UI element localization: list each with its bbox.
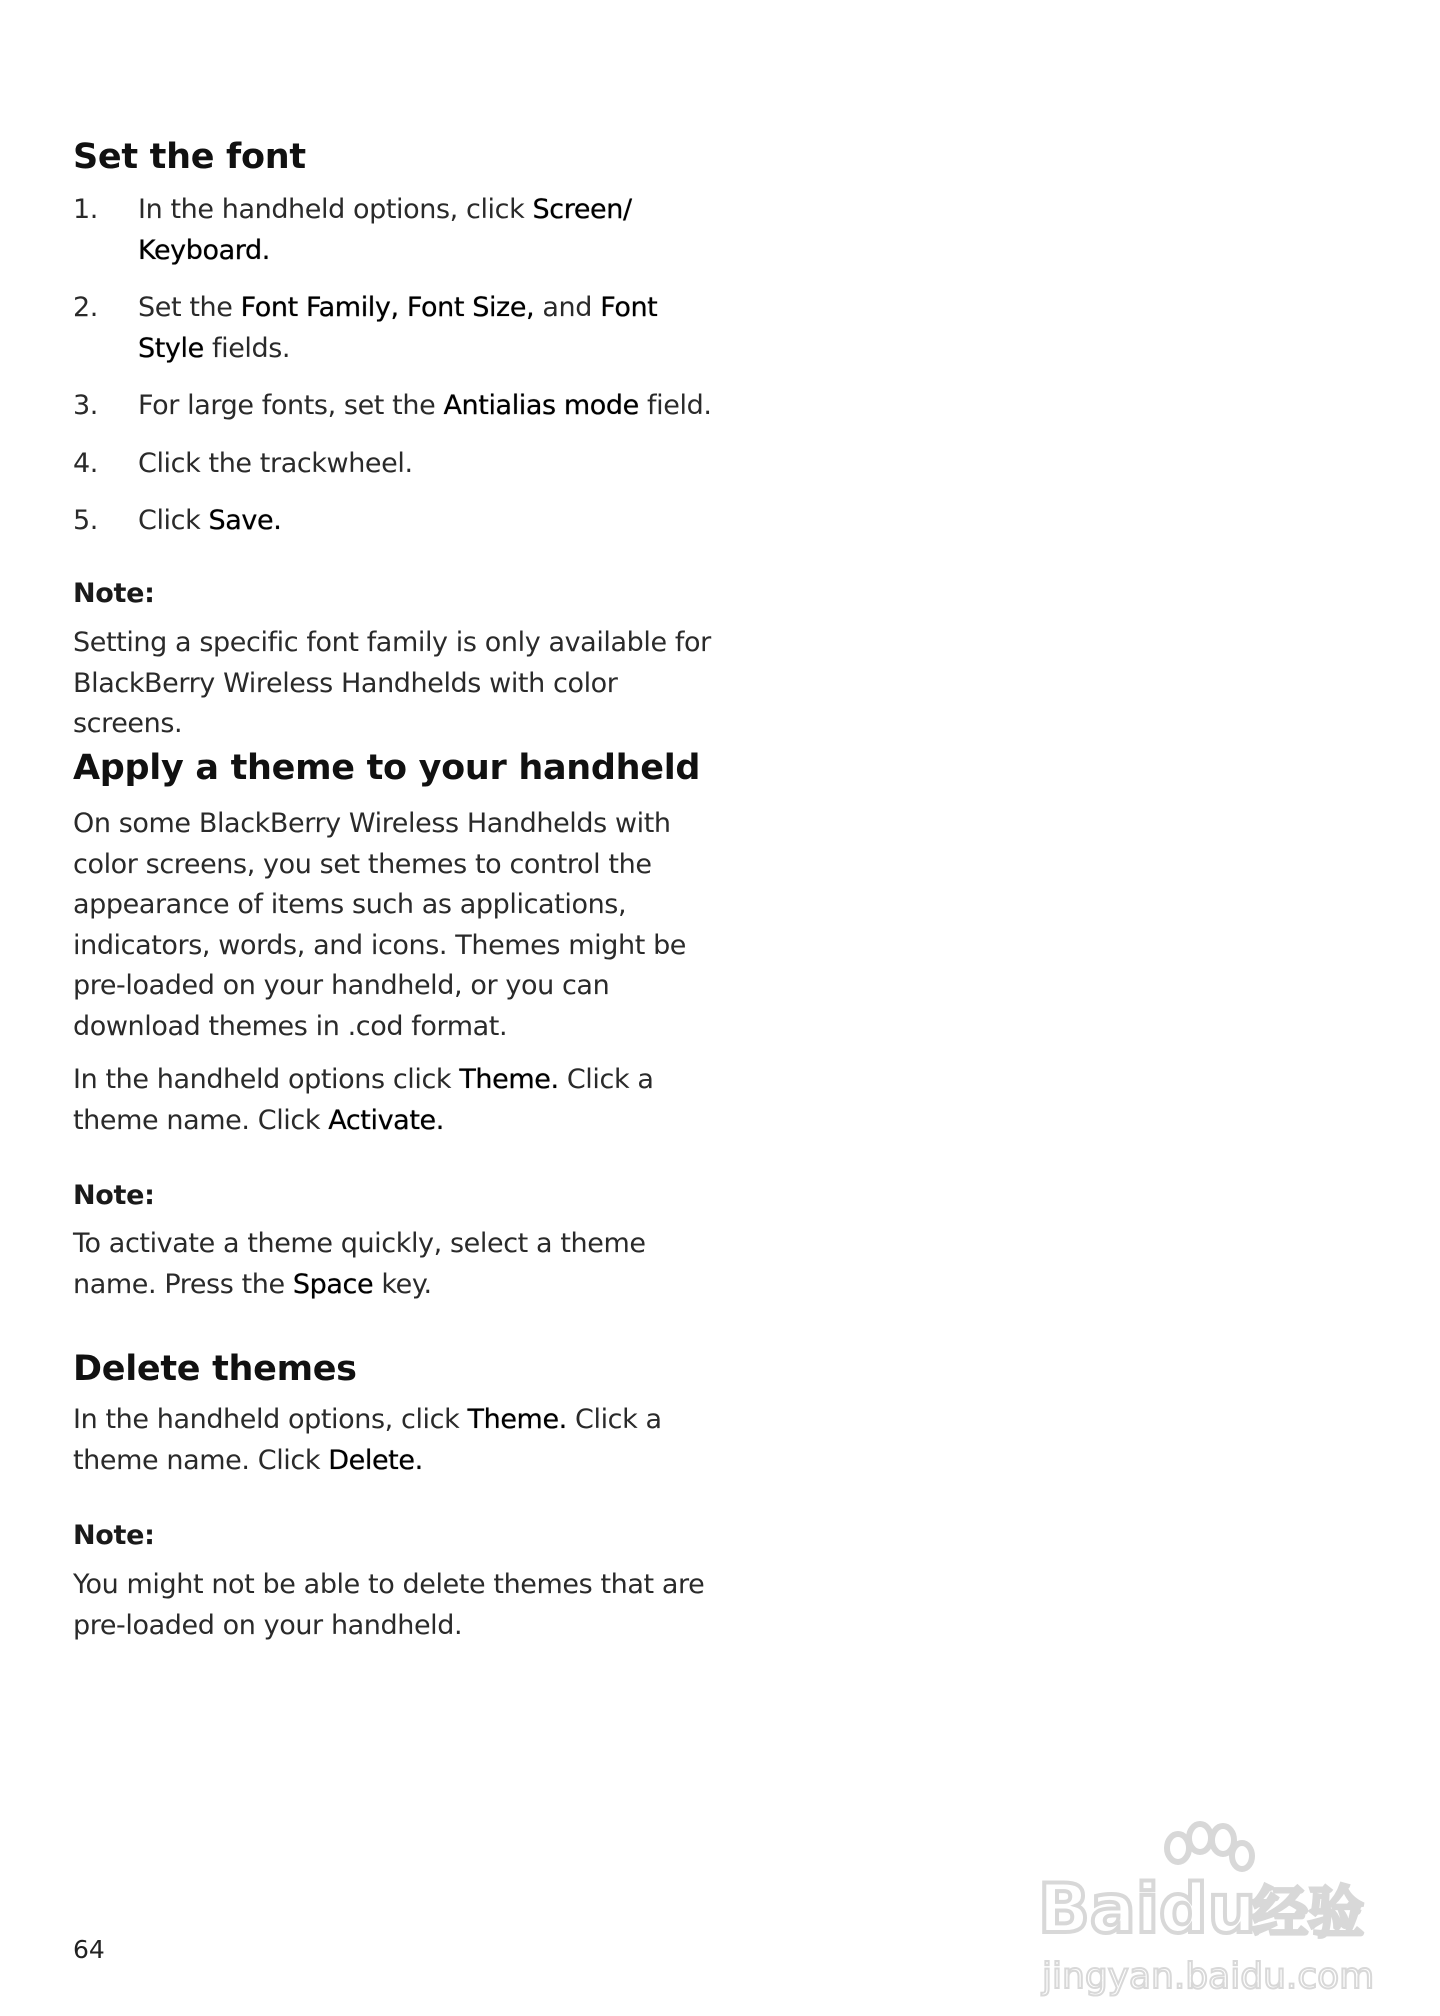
note-text-font: Setting a specific font family is only available for BlackBerry Wireless Handhelds with color screens. xyxy=(73,627,711,739)
apply-theme-instructions: In the handheld options click Theme. Click a theme name. Click Activate. xyxy=(73,1064,654,1136)
heading-apply-theme: Apply a theme to your handheld xyxy=(73,748,701,788)
watermark-url: jingyan.baidu.com xyxy=(1042,1956,1375,1997)
heading-delete-themes: Delete themes xyxy=(73,1349,357,1389)
note-label-font: Note: xyxy=(73,578,155,609)
watermark-label: 经验 xyxy=(1252,1881,1364,1946)
watermark-brand: Baidu xyxy=(1038,1870,1257,1949)
page-number: 64 xyxy=(73,1935,105,1964)
set-font-steps xyxy=(73,190,713,542)
baidu-jingyan-watermark xyxy=(1030,1820,1400,2000)
step-5: 5. Click Save. xyxy=(73,505,282,536)
apply-theme-intro: On some BlackBerry Wireless Handhelds with color screens, you set themes to control the appearance of items such as applications, indicators, words, and icons. Themes might be pre-loaded on your handheld, or you can download themes in .cod format. xyxy=(73,808,687,1042)
note-text-delete: You might not be able to delete themes that are pre-loaded on your handheld. xyxy=(73,1569,705,1641)
step-3: 3. For large fonts, set the Antialias mode field. xyxy=(73,390,712,421)
paw-icon xyxy=(1167,1824,1252,1869)
delete-themes-instructions: In the handheld options, click Theme. Click a theme name. Click Delete. xyxy=(73,1404,662,1476)
step-1: 1. In the handheld options, click Screen/ Keyboard. xyxy=(73,194,632,266)
heading-set-the-font: Set the font xyxy=(73,137,306,177)
step-2: 2. Set the Font Family, Font Size, and Font Style fields. xyxy=(73,292,658,364)
step-4: 4. Click the trackwheel. xyxy=(73,447,413,479)
note-label-theme: Note: xyxy=(73,1180,155,1211)
note-text-theme: To activate a theme quickly, select a theme name. Press the Space key. xyxy=(73,1228,646,1300)
note-label-delete: Note: xyxy=(73,1520,155,1551)
